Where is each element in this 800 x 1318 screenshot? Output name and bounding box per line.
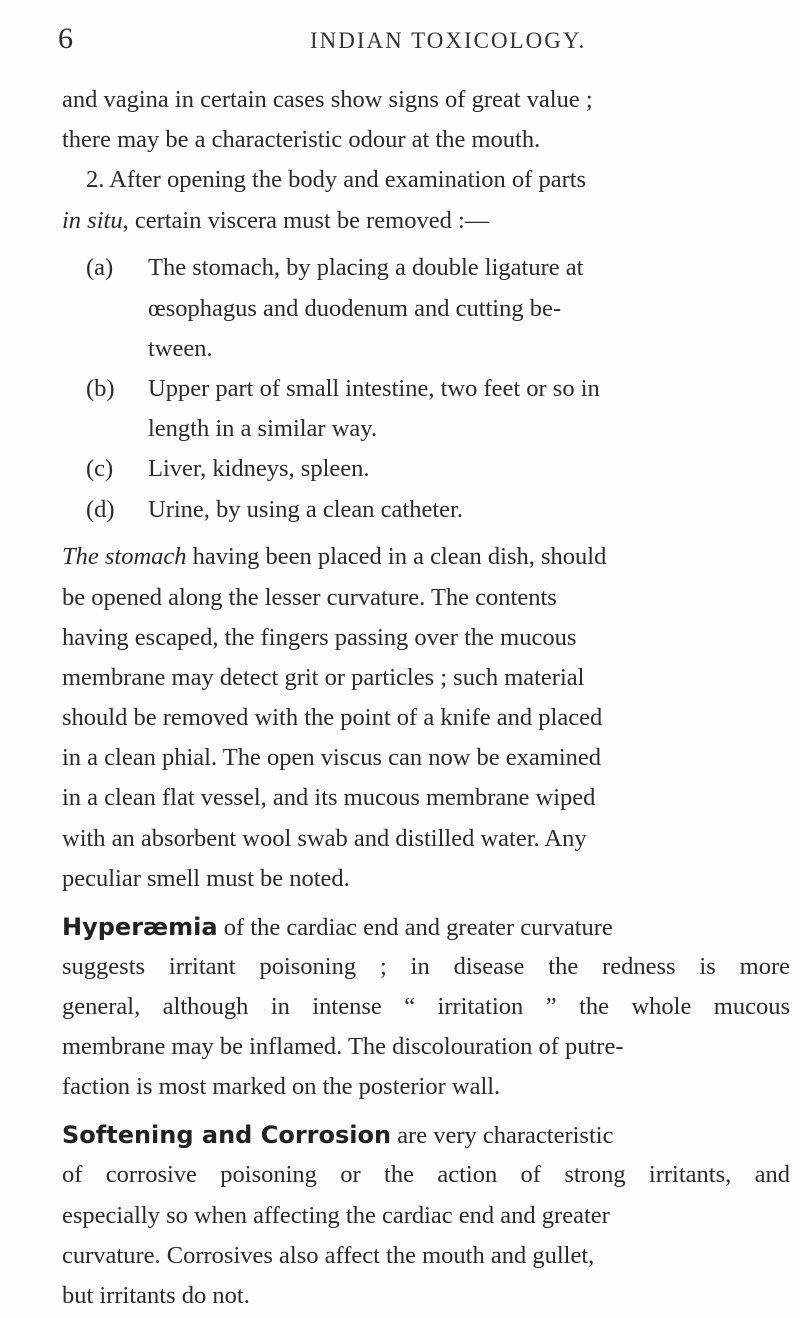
body-line: having escaped, the fingers passing over the mucous	[62, 623, 577, 651]
list-label: (b)	[86, 374, 115, 402]
list-label: (d)	[86, 495, 115, 523]
running-title: INDIAN TOXICOLOGY.	[310, 28, 587, 53]
body-text: having been placed in a clean dish, should	[186, 543, 607, 571]
list-item-line: Upper part of small intestine, two feet or so in	[148, 374, 600, 402]
list-item-line: The stomach, by placing a double ligature at	[148, 254, 584, 282]
body-line: and vagina in certain cases show signs of great value ;	[62, 86, 593, 113]
list-label: (c)	[86, 455, 114, 483]
body-line: with an absorbent wool swab and distilled water. Any	[62, 824, 587, 852]
body-line: in a clean flat vessel, and its mucous membrane wiped	[62, 784, 596, 812]
italic-term: in situ	[62, 206, 123, 234]
list-item-line: length in a similar way.	[148, 415, 378, 443]
page-number: 6	[58, 22, 73, 55]
body-text: are very characteristic	[391, 1122, 614, 1150]
body-line: there may be a characteristic odour at the mouth.	[62, 126, 541, 154]
section-heading: Hyperæmia	[62, 912, 218, 941]
list-label: (a)	[86, 254, 114, 282]
body-line: faction is most marked on the posterior wall.	[62, 1073, 501, 1101]
body-line: peculiar smell must be noted.	[62, 864, 350, 892]
body-text: , certain viscera must be removed :—	[122, 206, 490, 234]
body-line: but irritants do not.	[62, 1282, 250, 1309]
body-line	[62, 543, 606, 571]
body-line: membrane may be inflamed. The discolouration of putre-	[62, 1033, 624, 1061]
body-line	[62, 1121, 613, 1150]
body-line: suggests irritant poisoning ; in disease the redness is more	[62, 952, 790, 980]
body-line: in a clean phial. The open viscus can now be examined	[62, 744, 602, 772]
list-item-line: Urine, by using a clean catheter.	[148, 495, 463, 523]
body-text: of the cardiac end and greater curvature	[217, 913, 613, 941]
body-line	[62, 913, 613, 942]
body-line: should be removed with the point of a knife and placed	[62, 704, 603, 732]
running-header	[58, 22, 788, 62]
list-item-line: œsophagus and duodenum and cutting be-	[148, 294, 562, 322]
body-line	[62, 207, 489, 235]
body-line: be opened along the lesser curvature. The contents	[62, 583, 557, 611]
section-heading: Softening and Corrosion	[62, 1121, 392, 1150]
list-item-line: tween.	[148, 334, 213, 362]
italic-term: The stomach	[62, 543, 187, 571]
list-item-line: Liver, kidneys, spleen.	[148, 455, 370, 483]
body-line: general, although in intense “ irritation ” the whole mucous	[62, 993, 790, 1021]
body-line: 2. After opening the body and examination of parts	[86, 166, 587, 194]
body-line: curvature. Corrosives also affect the mouth and gullet,	[62, 1241, 595, 1269]
body-line: especially so when affecting the cardiac end and greater	[62, 1201, 610, 1229]
body-line: membrane may detect grit or particles ; such material	[62, 663, 585, 691]
body-line: of corrosive poisoning or the action of strong irritants, and	[62, 1161, 790, 1189]
